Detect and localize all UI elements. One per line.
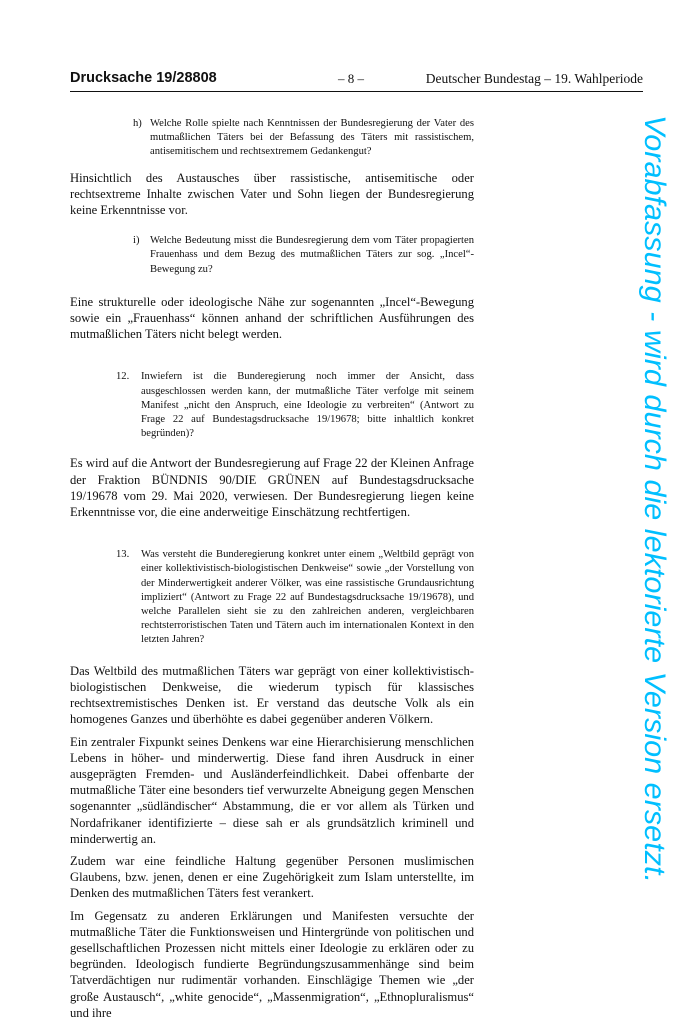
question-h-label: h) [133, 118, 142, 129]
question-12 [116, 370, 474, 441]
draft-watermark [635, 115, 675, 885]
question-h-text: Welche Rolle spielte nach Kenntnissen der Bundesregierung der Vater des mutmaßlichen Täters bei der Befassung des Täters mit rassistischem, antisemitischem und rechtsextremem Gedankengut? [150, 118, 474, 158]
page-header [70, 70, 643, 90]
question-13-label: 13. [116, 549, 130, 561]
header-rule [70, 91, 643, 92]
document-number-value: 28808 [176, 70, 217, 86]
answer-13-paragraph-2: Ein zentraler Fixpunkt seines Denkens war eine Hierarchisierung menschlichen Lebens in höher- und minderwertig. Diese fand ihren Ausdruck in einer ausgeprägten Fremden- und Ausländerfeindlichkeit. Dabei offenbarte der mutmaßliche Täter eine besonders tief verwurzelte Abneigung gegen Menschen sogenannter „südländischer“ Abstammung, die er vor allem als Türken und Nordafrikaner identifizierte – diese sah er als grundsätzlich kriminell und minderwertig an. [70, 734, 474, 846]
answer-13-paragraph-4: Im Gegensatz zu anderen Erklärungen und Manifesten versuchte der mutmaßliche Täter die Funktionsweisen und Hintergründe von politischen und gesellschaftlichen Prozessen nicht mittels einer Ideologie zu erklären oder zu begründen. Ideologisch fundierte Begründungszusammenhänge sind beim Tatverdächtigen nur rudimentär vorhanden. Einschlägige Themen wie „der große Austausch“, „white genocide“, „Massenmigration“, „Ethnopluralismus“ und ihre [70, 908, 474, 1020]
document-number-prefix: Drucksache 19/ [70, 70, 177, 86]
question-i-label: i) [133, 235, 140, 247]
answer-13-paragraph-3: Zudem war eine feindliche Haltung gegenüber Personen muslimischen Glaubens, bzw. jenen, denen er eine Zugehörigkeit zum Islam unterstellte, im Denken des mutmaßlichen Täters fest verankert. [70, 853, 474, 901]
question-h [133, 117, 474, 160]
question-12-label: 12. [116, 371, 130, 383]
question-i [133, 234, 474, 277]
document-number [70, 70, 217, 86]
question-12-text: Inwiefern ist die Bunderegierung noch immer der Ansicht, dass ausgeschlossen werden kann, der mutmaßliche Täter verfolge mit seinem Manifest „nicht den Anspruch, eine Ideologie zu verbreiten“ (Antwort zu Frage 22 auf Bundestagsdrucksache 19/19678; bitte inhaltlich konkret begründen)? [141, 371, 474, 440]
header-publisher: Deutscher Bundestag – 19. Wahlperiode [425, 71, 643, 86]
question-13-text: Was versteht die Bunderegierung konkret unter einem „Weltbild geprägt von einer kollektivistisch-biologistischen Denkweise“ sowie „der Vorstellung von der Minderwertigkeit anderer Völker, was eine rassistische Grundausrichtung impliziert“ (Antwort zu Frage 22 auf Bundestagsdrucksache 19/19678), und welche Parallelen sieht sie zu den zahlreichen anderen, vergleichbaren rechtsterroristischen Taten und Tätern auch im internationalen Kontext in den letzten Jahren? [141, 549, 474, 646]
answer-12: Es wird auf die Antwort der Bundesregierung auf Frage 22 der Kleinen Anfrage der Fraktion BÜNDNIS 90/DIE GRÜNEN auf Bundestagsdrucksache 19/19678 vom 29. Mai 2020, verwiesen. Der Bundesregierung liegen keine Erkenntnisse vor, die eine anderweitige Einschätzung rechtfertigen. [70, 456, 474, 520]
question-i-text: Welche Bedeutung misst die Bundesregierung dem vom Täter propagierten Frauenhass und dem Bezug des mutmaßlichen Täters zur sog. „Incel“-Bewegung zu? [150, 235, 474, 275]
question-13 [116, 548, 474, 647]
page-body [70, 117, 474, 1021]
answer-h: Hinsichtlich des Austausches über rassistische, antisemitische oder rechtsextreme Inhalte zwischen Vater und Sohn liegen der Bundesregierung keine Erkenntnisse vor. [70, 170, 474, 218]
answer-13-paragraph-1: Das Weltbild des mutmaßlichen Täters war geprägt von einer kollektivistisch-biologistischen Denkweise, die wiederum typisch für klassisches rechtsextremistisches Denken ist. Er verstand das deutsche Volk als ein homogenes Ganzes und überhöhte es dabei gegenüber anderen Völkern. [70, 663, 474, 727]
answer-i: Eine strukturelle oder ideologische Nähe zur sogenannten „Incel“-Bewegung sowie ein „Frauenhass“ können anhand der schriftlichen Ausführungen des mutmaßlichen Täters nicht belegt werden. [70, 294, 474, 342]
draft-watermark-svg [635, 115, 675, 885]
page-number: – 8 – [338, 71, 364, 86]
draft-watermark-text: Vorabfassung - wird durch die lektorierte Version ersetzt. [638, 115, 671, 856]
